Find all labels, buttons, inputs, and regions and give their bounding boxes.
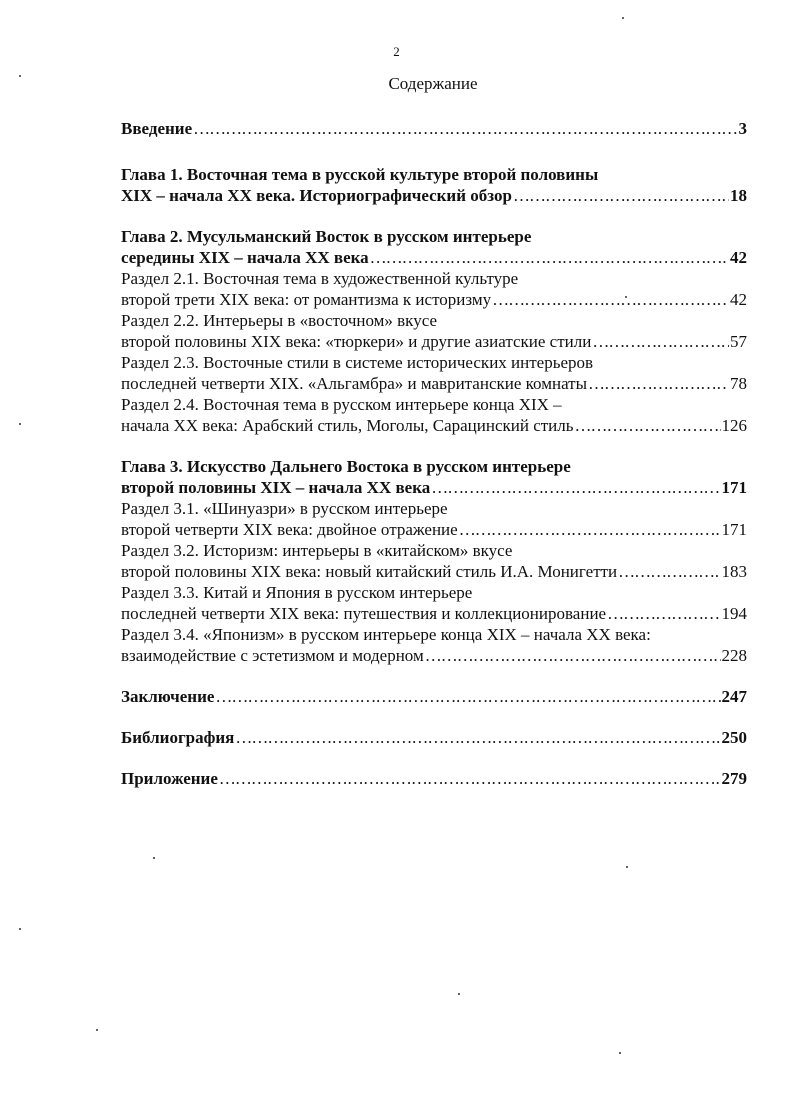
dot-leader <box>618 561 720 582</box>
toc-page: 250 <box>721 728 747 747</box>
scan-speck <box>622 17 624 19</box>
scan-speck <box>619 1052 621 1054</box>
page-title: Содержание <box>388 74 478 93</box>
toc-section-label: Раздел 2.1. Восточная тема в художественной культуре <box>121 269 519 288</box>
dot-leader <box>575 415 721 436</box>
toc-page: 228 <box>721 646 747 665</box>
toc-entry-bibliography <box>121 727 747 748</box>
toc-entry-chapter-3 <box>121 456 747 666</box>
toc-page: 183 <box>721 562 747 581</box>
toc-label: Глава 3. Искусство Дальнего Востока в русском интерьере <box>121 457 571 476</box>
toc-label: Глава 1. Восточная тема в русской культуре второй половины <box>121 165 599 184</box>
toc-entry-conclusion <box>121 686 747 707</box>
scan-speck <box>19 928 21 930</box>
dot-leader <box>592 331 729 352</box>
table-of-contents <box>121 118 747 809</box>
toc-section-label: Раздел 3.2. Историзм: интерьеры в «китайском» вкусе <box>121 541 513 560</box>
toc-entry-chapter-1 <box>121 164 747 206</box>
toc-label: середины XIX – начала XX века <box>121 248 369 267</box>
scan-speck <box>626 866 628 868</box>
toc-label: XIX – начала XX века. Историографический обзор <box>121 186 512 205</box>
scan-speck <box>153 857 155 859</box>
toc-label: Приложение <box>121 769 218 788</box>
toc-label: второй половины XIX – начала XX века <box>121 478 431 497</box>
toc-page: 194 <box>721 604 747 623</box>
toc-page: 57 <box>730 332 747 351</box>
dot-leader <box>459 519 721 540</box>
toc-section-label: Раздел 2.3. Восточные стили в системе исторических интерьеров <box>121 353 594 372</box>
toc-section-label: Раздел 2.4. Восточная тема в русском интерьере конца XIX – <box>121 395 562 414</box>
scan-speck <box>458 993 460 995</box>
toc-entry-appendix <box>121 768 747 789</box>
dot-leader <box>370 247 729 268</box>
toc-page: 126 <box>721 416 747 435</box>
toc-section-label: последней четверти XIX века: путешествия и коллекционирование <box>121 604 607 623</box>
toc-section-label: взаимодействие с эстетизмом и модерном <box>121 646 424 665</box>
toc-section-label: Раздел 3.3. Китай и Япония в русском интерьере <box>121 583 473 602</box>
toc-page: 171 <box>721 478 747 497</box>
toc-section-label: начала XX века: Арабский стиль, Моголы, Сарацинский стиль <box>121 416 574 435</box>
toc-page: 279 <box>721 769 747 788</box>
toc-entry-intro <box>121 118 747 139</box>
toc-page: 42 <box>730 290 747 309</box>
toc-label: Заключение <box>121 687 215 706</box>
toc-section-label: Раздел 2.2. Интерьеры в «восточном» вкусе <box>121 311 438 330</box>
scan-speck <box>19 423 21 425</box>
toc-section-label: второй половины XIX века: новый китайский стиль И.А. Монигетти <box>121 562 618 581</box>
page-number: 2 <box>393 44 400 59</box>
toc-section-label: второй трети XIX века: от романтизма к историзму <box>121 290 492 309</box>
dot-leader <box>219 768 721 789</box>
toc-page: 171 <box>721 520 747 539</box>
toc-label: Библиография <box>121 728 235 747</box>
toc-label: Введение <box>121 119 193 138</box>
toc-section-label: Раздел 3.4. «Японизм» в русском интерьере конца XIX – начала XX века: <box>121 625 651 644</box>
toc-section-label: второй четверти XIX века: двойное отражение <box>121 520 458 539</box>
dot-leader <box>425 645 721 666</box>
toc-entry-chapter-2 <box>121 226 747 436</box>
scan-speck <box>19 75 21 77</box>
toc-page: 18 <box>730 186 747 205</box>
dot-leader <box>492 289 729 310</box>
toc-page: 247 <box>721 687 747 706</box>
toc-page: 78 <box>730 374 747 393</box>
toc-page: 3 <box>738 119 747 138</box>
scan-speck <box>625 296 627 298</box>
toc-section-label: последней четверти XIX. «Альгамбра» и мавританские комнаты <box>121 374 588 393</box>
dot-leader <box>588 373 729 394</box>
dot-leader <box>193 118 737 139</box>
dot-leader <box>607 603 720 624</box>
toc-page: 42 <box>730 248 747 267</box>
dot-leader <box>215 686 720 707</box>
dot-leader <box>513 185 729 206</box>
dot-leader <box>431 477 720 498</box>
scan-speck <box>96 1029 98 1031</box>
dot-leader <box>235 727 720 748</box>
toc-label: Глава 2. Мусульманский Восток в русском интерьере <box>121 227 532 246</box>
toc-section-label: второй половины XIX века: «тюркери» и другие азиатские стили <box>121 332 592 351</box>
toc-section-label: Раздел 3.1. «Шинуазри» в русском интерьере <box>121 499 448 518</box>
